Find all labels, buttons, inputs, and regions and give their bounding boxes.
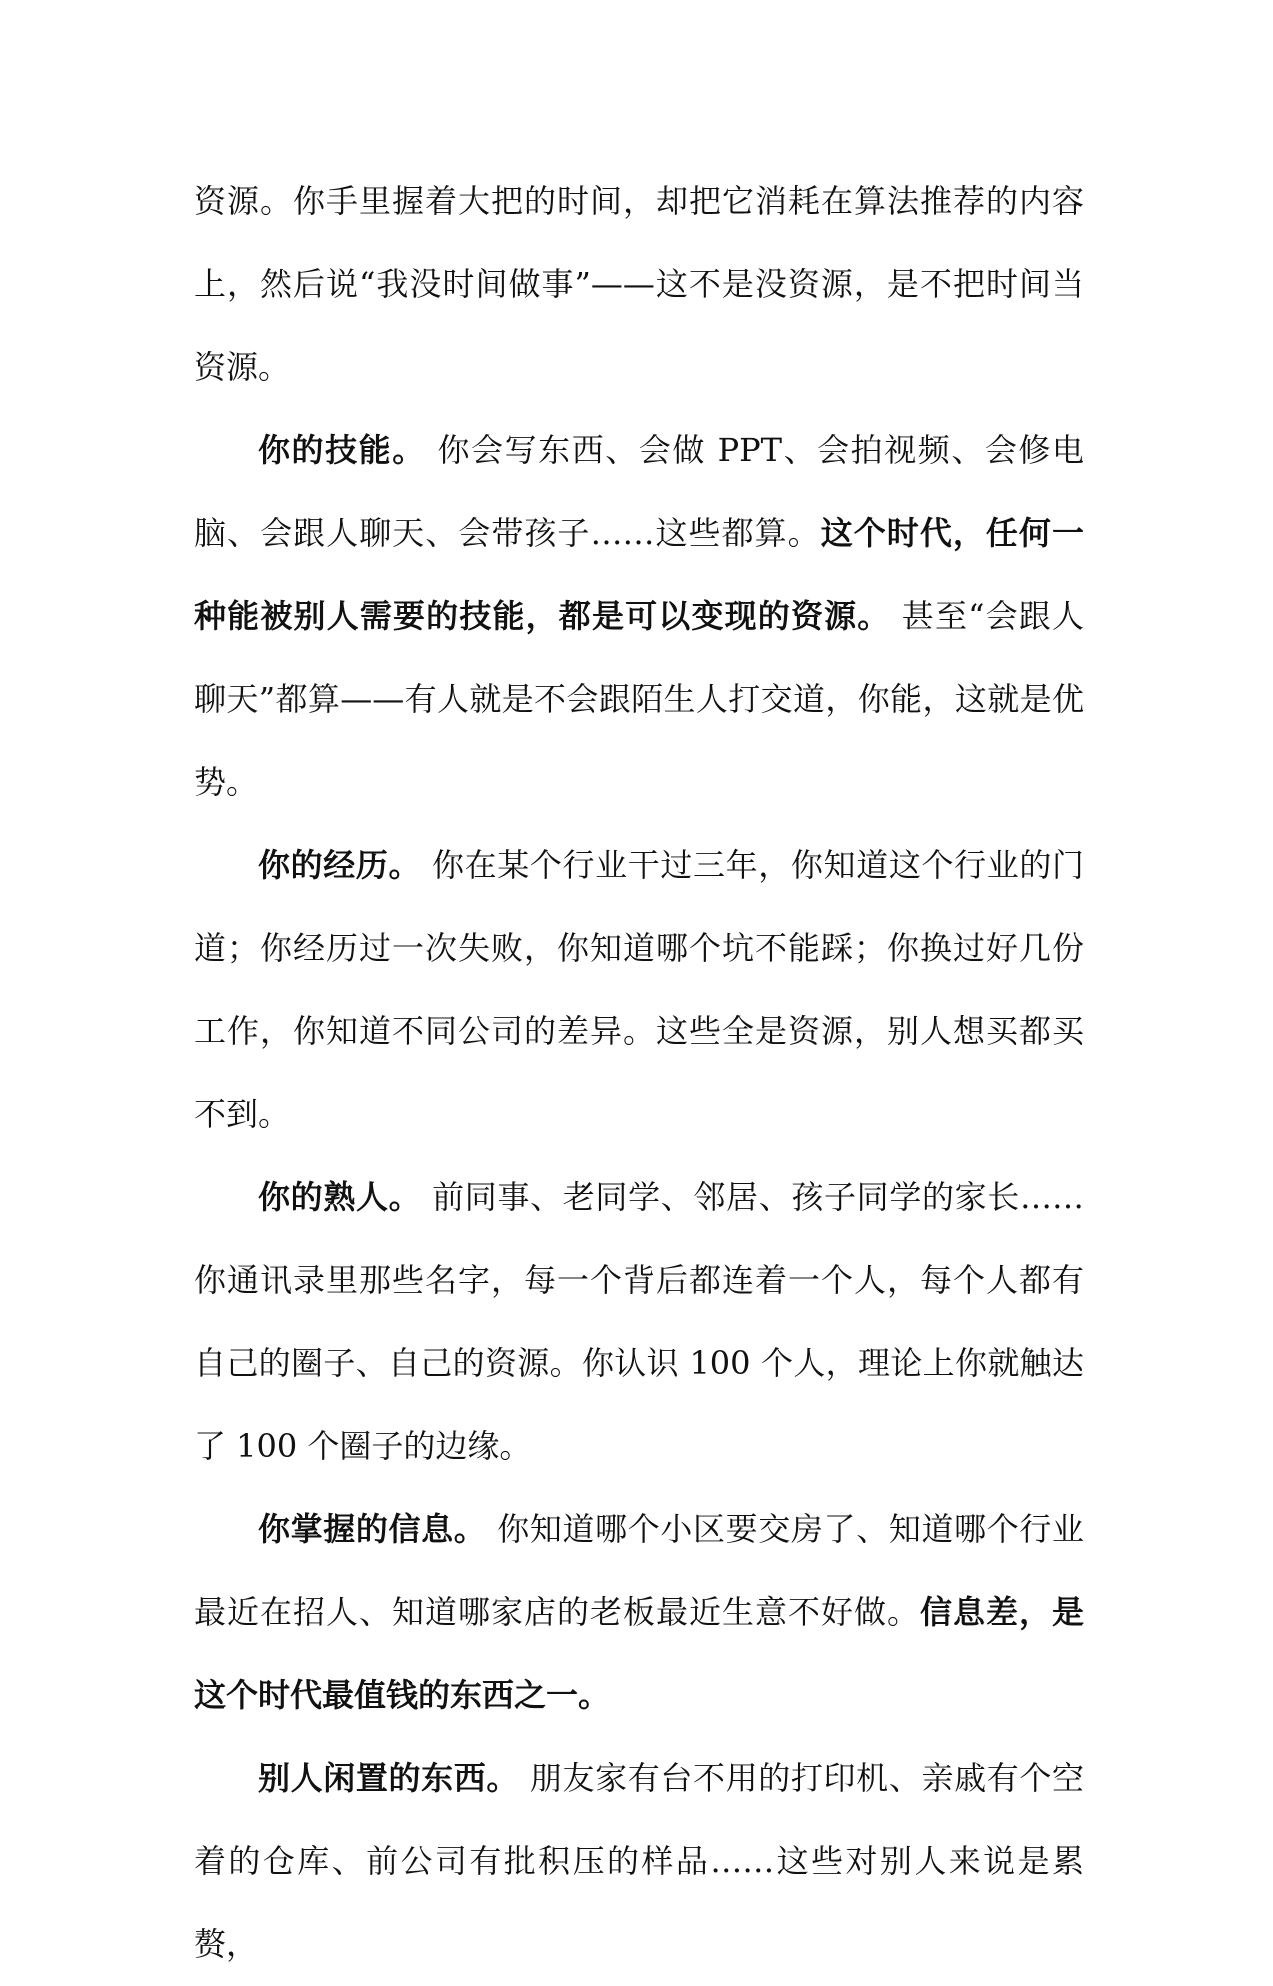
paragraph-idle-items (194, 1737, 1084, 1986)
paragraph-text: 你在某个行业干过三年，你知道这个行业的门道；你经历过一次失败，你知道哪个坑不能踩；你换过好几份工作，你知道不同公司的差异。这些全是资源，别人想买都买不到。 (194, 846, 1084, 1133)
heading-information: 你掌握的信息。 (258, 1510, 487, 1548)
paragraph-information (194, 1488, 1084, 1737)
paragraph-time-resource (194, 160, 1084, 409)
heading-experience: 你的经历。 (258, 846, 422, 884)
emphasis-text: 信息差，是这个时代最值钱的东西之一。 (194, 1593, 1084, 1714)
paragraph-text: 前同事、老同学、邻居、孩子同学的家长……你通讯录里那些名字，每一个背后都连着一个人，每个人都有自己的圈子、自己的资源。你认识 100 个人，理论上你就触达了 100 个圈子的边缘。 (194, 1178, 1084, 1465)
heading-acquaintances: 你的熟人。 (258, 1178, 422, 1216)
paragraph-text: 朋友家有台不用的打印机、亲戚有个空着的仓库、前公司有批积压的样品……这些对别人来说是累赘， (194, 1759, 1084, 1963)
emphasis-text: 这个时代，任何一种能被别人需要的技能，都是可以变现的资源。 (194, 514, 1084, 635)
body-text (194, 160, 1084, 1986)
heading-idle-items: 别人闲置的东西。 (258, 1759, 520, 1797)
paragraph-text: 你会写东西、会做 PPT、会拍视频、会修电脑、会跟人聊天、会带孩子……这些都算。 (194, 431, 1084, 552)
paragraph-text: 甚至“会跟人聊天”都算——有人就是不会跟陌生人打交道，你能，这就是优势。 (194, 597, 1084, 801)
heading-skills: 你的技能。 (258, 431, 426, 469)
paragraph-skills (194, 409, 1084, 824)
paragraph-acquaintances (194, 1156, 1084, 1488)
paragraph-text: 资源。你手里握着大把的时间，却把它消耗在算法推荐的内容上，然后说“我没时间做事”——这不是没资源，是不把时间当资源。 (194, 182, 1084, 386)
paragraph-text: 你知道哪个小区要交房了、知道哪个行业最近在招人、知道哪家店的老板最近生意不好做。 (194, 1510, 1084, 1631)
paragraph-experience (194, 824, 1084, 1156)
